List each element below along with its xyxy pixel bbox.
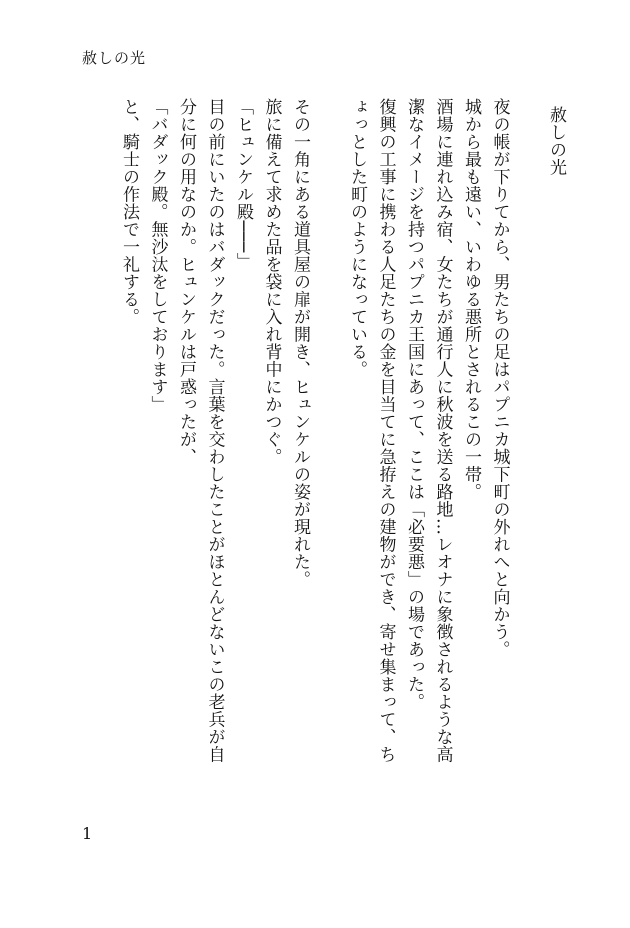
text-line: と、騎士の作法で一礼する。 — [119, 98, 139, 326]
text-line: 夜の帳が下りてから、男たちの足はパプニカ城下町の外れへと向かう。 — [489, 98, 510, 658]
running-header: 赦しの光 — [82, 49, 147, 67]
text-line: 「ヒュンケル殿───」 — [233, 98, 253, 271]
page-number: 1 — [82, 824, 93, 843]
text-line: その一角にある道具屋の扉が開き、ヒュンケルの姿が現れた。 — [290, 98, 310, 588]
text-line: 「バダック殿。無沙汰をしております」 — [147, 98, 168, 413]
text-line: 城から最も遠い、いわゆる悪所とされるこの一帯。 — [461, 98, 481, 501]
body-text — [70, 98, 570, 808]
text-line: 目の前にいたのはバダックだった。言葉を交わしたことがほとんどないこの老兵が自 — [204, 98, 225, 763]
text-line: 旅に備えて求めた品を袋に入れ背中にかつぐ。 — [261, 98, 282, 466]
chapter-title: 赦しの光 — [546, 106, 566, 176]
text-line: 復興の工事に携わる人足たちの金を目当てに急拵えの建物ができ、寄せ集まって、ち — [375, 98, 396, 763]
text-line: ょっとした町のようになっている。 — [347, 98, 367, 378]
paragraph-gap — [314, 98, 343, 808]
text-line: 潔なイメージを持つパプニカ王国にあって、ここは「必要悪」の場であった。 — [404, 98, 424, 711]
text-line: 分に何の用なのか。ヒュンケルは戸惑ったが、 — [176, 98, 196, 466]
text-line: 酒場に連れ込み宿、女たちが通行人に秋波を送る路地…レオナに象徴されるような高 — [432, 98, 453, 763]
